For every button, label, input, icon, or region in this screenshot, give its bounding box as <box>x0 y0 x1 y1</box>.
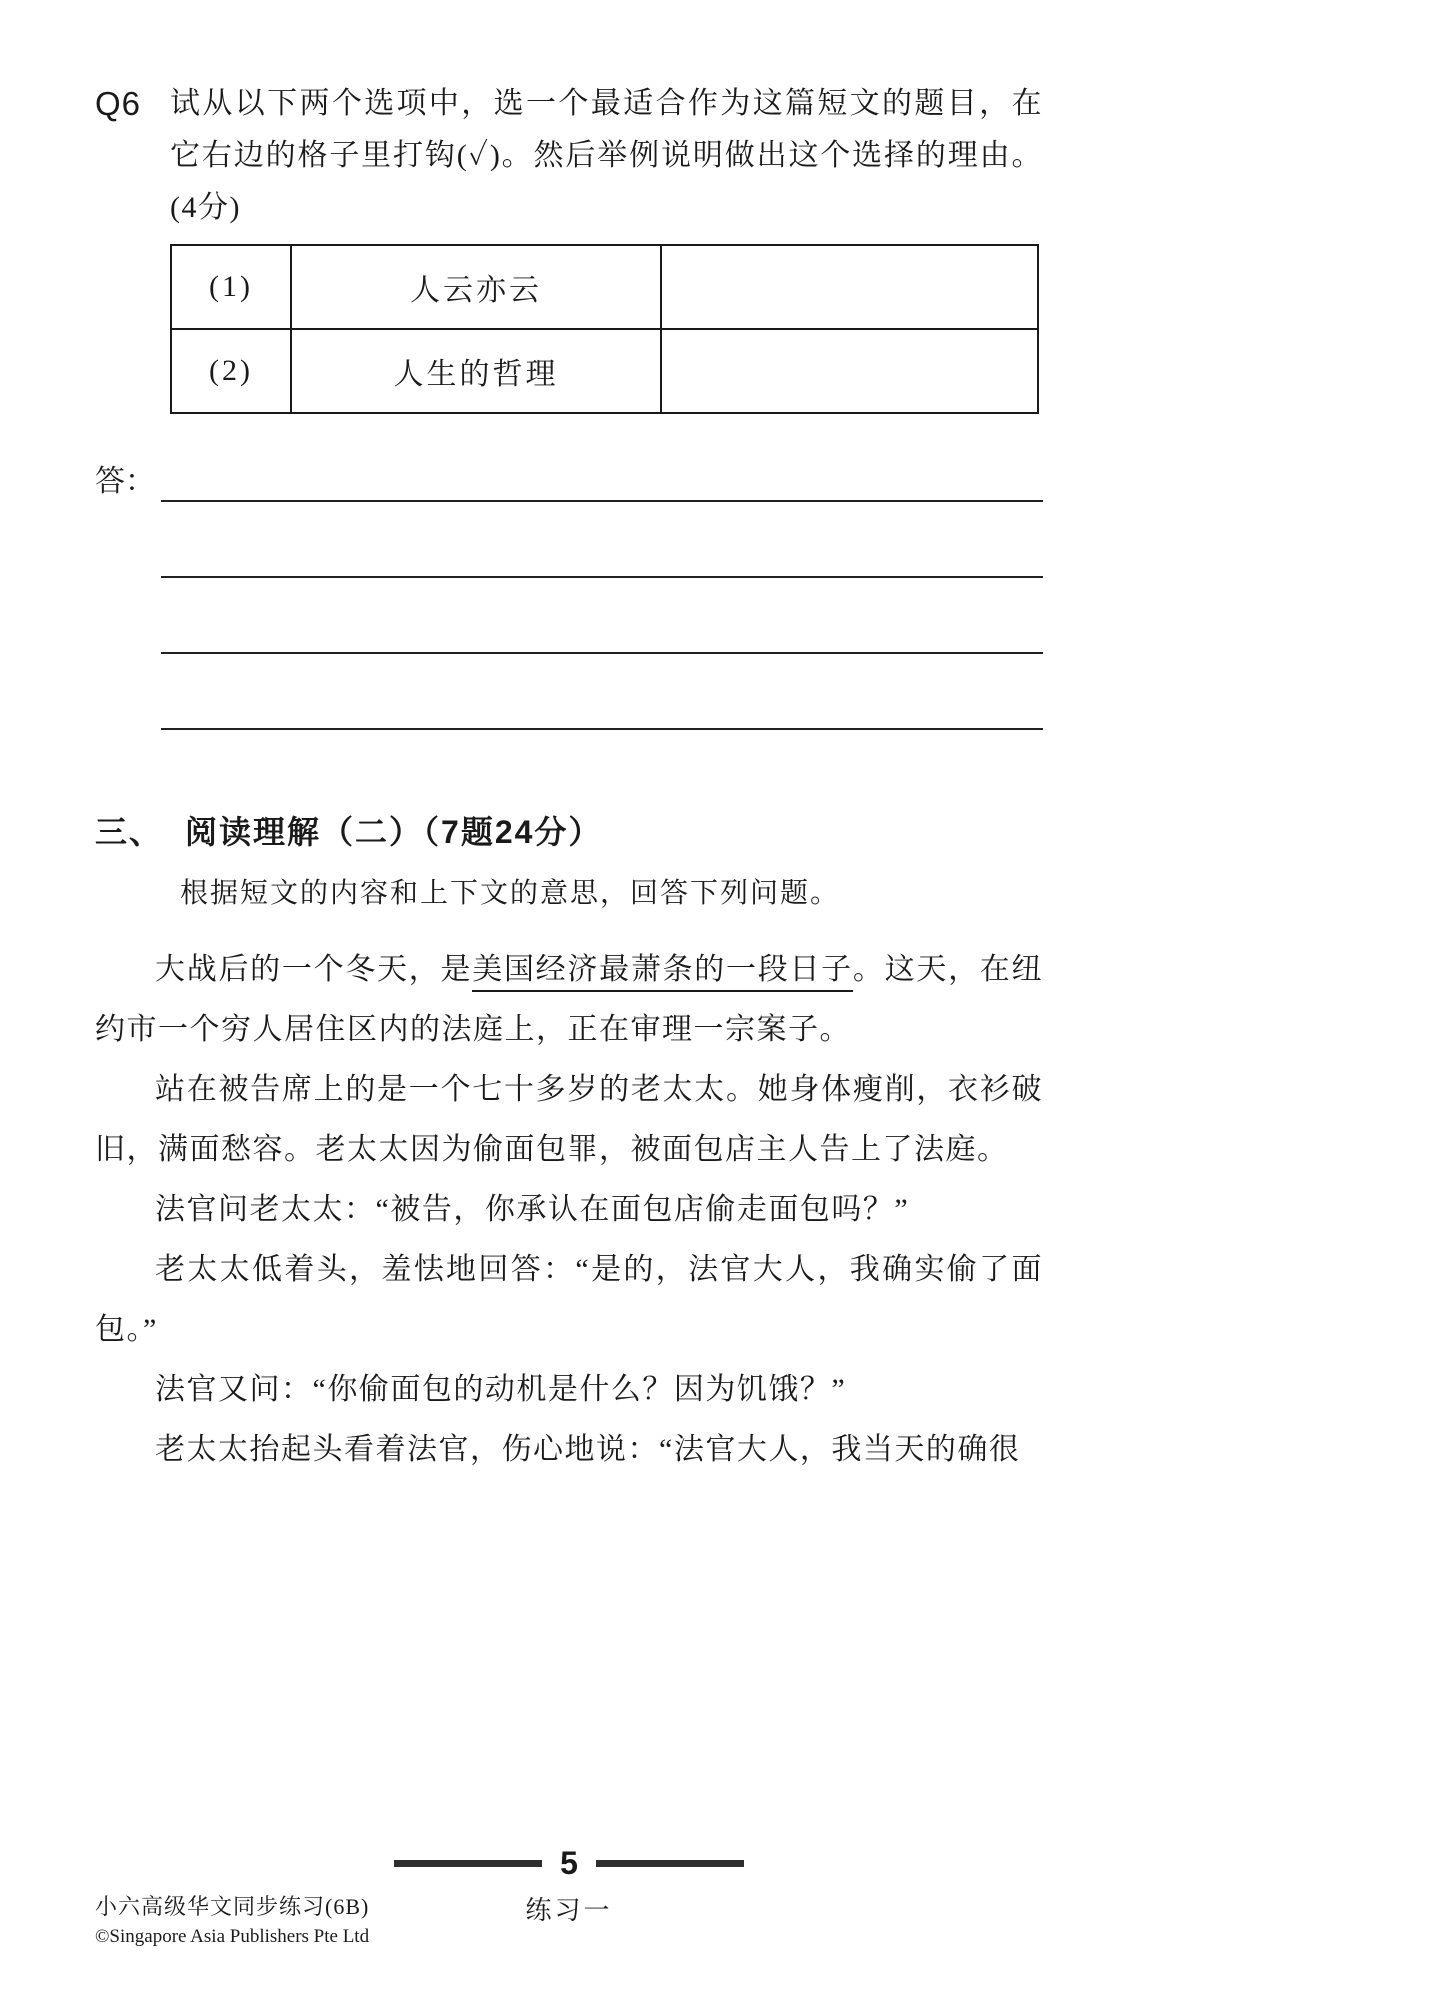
question-q6 <box>95 78 1043 234</box>
reading-passage <box>95 940 1043 1480</box>
answer-line-1[interactable] <box>161 456 1043 502</box>
answer-line-3[interactable] <box>161 578 1043 654</box>
page-number: 5 <box>560 1845 578 1881</box>
exercise-label: 练习一 <box>525 1896 613 1925</box>
answer-label: 答： <box>95 465 155 498</box>
option-1-tick-cell[interactable] <box>661 245 1038 329</box>
answer-line-4[interactable] <box>161 654 1043 730</box>
options-table <box>170 244 1039 414</box>
option-row-1 <box>171 245 1038 329</box>
option-1-number: (1) <box>171 245 291 329</box>
passage-paragraph-1 <box>95 940 1043 1060</box>
section-title: 阅读理解（二）（7题24分） <box>185 814 603 850</box>
passage-paragraph-3: 法官问老太太：“被告，你承认在面包店偷走面包吗？” <box>155 1193 910 1226</box>
book-title: 小六高级华文同步练习(6B) <box>95 1894 370 1919</box>
section-instruction: 根据短文的内容和上下文的意思，回答下列问题。 <box>180 878 841 909</box>
page-number-right-bar <box>596 1860 744 1867</box>
option-2-tick-cell[interactable] <box>661 329 1038 413</box>
question-number: Q6 <box>95 85 142 122</box>
option-2-number: (2) <box>171 329 291 413</box>
answer-line-2[interactable] <box>161 502 1043 578</box>
option-row-2 <box>171 329 1038 413</box>
page-content <box>95 78 1043 1480</box>
answer-area <box>95 456 1043 730</box>
page-number-row <box>95 1846 1043 1880</box>
page-number-left-bar <box>394 1860 542 1867</box>
passage-p1-post: 。这天，在纽约市一个穷人居住区内的法庭上，正在审理一宗案子。 <box>95 953 1044 1046</box>
section-heading <box>95 810 1043 854</box>
section-number: 三、 <box>95 814 164 850</box>
footer-left <box>95 1891 369 1951</box>
question-text: 试从以下两个选项中，选一个最适合作为这篇短文的题目，在它右边的格子里打钩(✓)。然后举例说明做出这个选择的理由。(4分) <box>170 87 1043 224</box>
publisher: ©Singapore Asia Publishers Pte Ltd <box>95 1926 370 1947</box>
passage-p1-underlined: 美国经济最萧条的一段日子 <box>472 953 853 992</box>
option-2-title: 人生的哲理 <box>291 329 661 413</box>
option-1-title: 人云亦云 <box>291 245 661 329</box>
passage-paragraph-2: 站在被告席上的是一个七十多岁的老太太。她身体瘦削，衣衫破旧，满面愁容。老太太因为偷面包罪，被面包店主人告上了法庭。 <box>95 1073 1043 1166</box>
passage-paragraph-5: 法官又问：“你偷面包的动机是什么？因为饥饿？” <box>155 1373 847 1406</box>
answer-row-1 <box>95 456 1043 502</box>
passage-paragraph-4: 老太太低着头，羞怯地回答：“是的，法官大人，我确实偷了面包。” <box>95 1253 1043 1346</box>
passage-paragraph-6: 老太太抬起头看着法官，伤心地说：“法官大人，我当天的确很 <box>155 1433 1021 1466</box>
passage-p1-pre: 大战后的一个冬天，是 <box>155 953 473 986</box>
